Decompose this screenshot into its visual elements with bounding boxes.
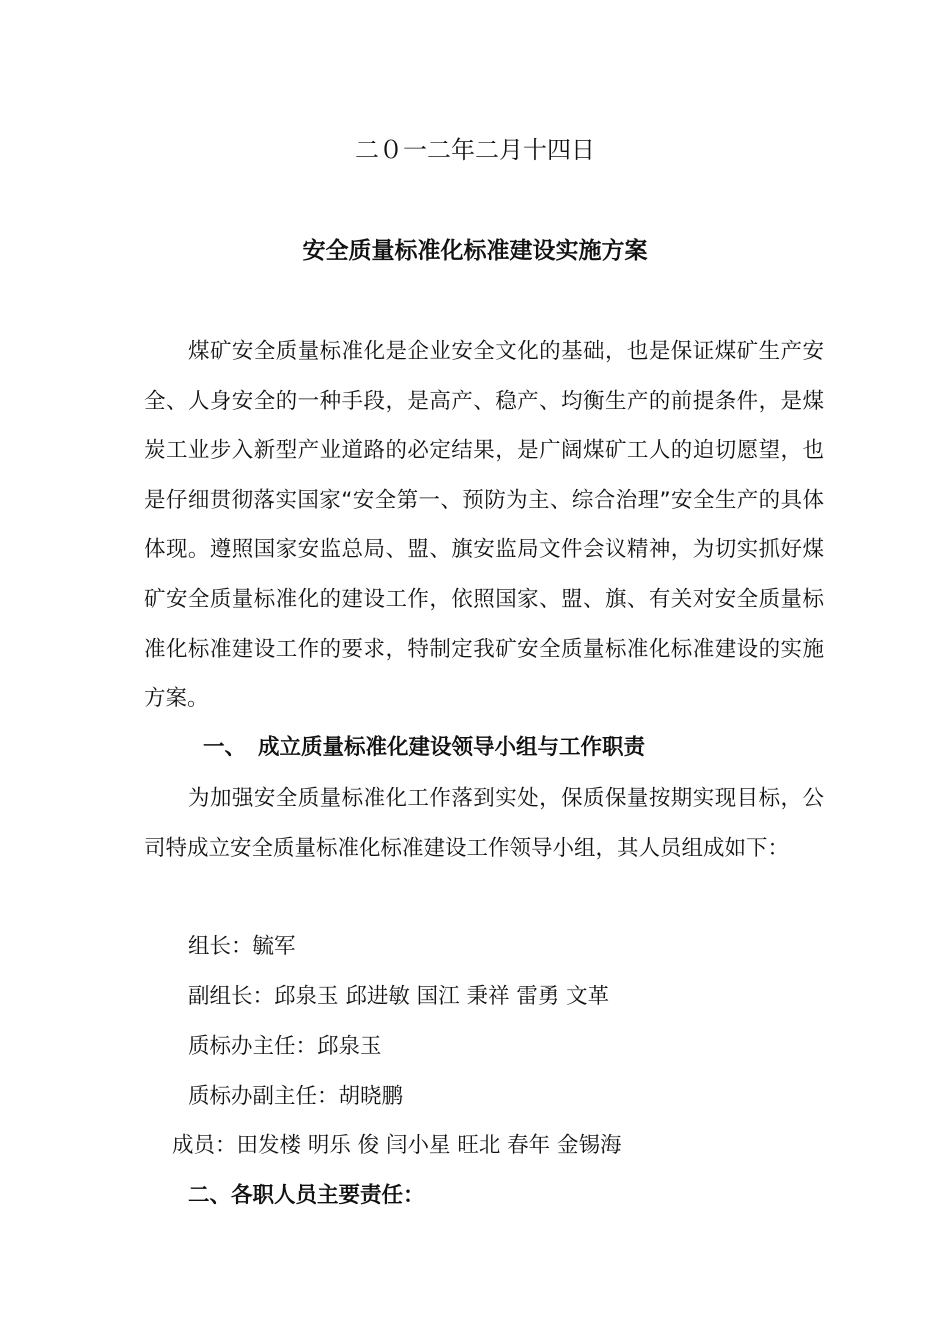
section-2-heading: 二、各职人员主要责任： [188,1183,425,1208]
deputy-leader-line: 副组长：邱泉玉 邱进敏 国江 秉祥 雷勇 文革 [188,984,610,1009]
leader-line: 组长：毓军 [188,934,296,959]
section-1-heading [203,733,645,763]
members-line: 成员：田发楼 明乐 俊 闫小星 旺北 春年 金锡海 [172,1133,622,1158]
section-1-paragraph: 为加强安全质量标准化工作落到实处，保质保量按期实现目标，公司特成立安全质量标准化标准建设工作领导小组，其人员组成如下： [144,786,824,861]
office-director-line: 质标办主任：邱泉玉 [188,1034,382,1059]
document-date: 二０一二年二月十四日 [355,136,595,164]
section-1-number: 一、 [203,735,247,760]
document-title: 安全质量标准化标准建设实施方案 [302,238,648,264]
section-1-heading-text: 成立质量标准化建设领导小组与工作职责 [258,735,646,760]
office-vice-director-line: 质标办副主任：胡晓鹏 [188,1084,404,1109]
intro-paragraph: 煤矿安全质量标准化是企业安全文化的基础，也是保证煤矿生产安全、人身安全的一种手段，是高产、稳产、均衡生产的前提条件，是煤炭工业步入新型产业道路的必定结果，是广阔煤矿工人的迫切愿望，也是仔细贯彻落实国家“安全第一、预防为主、综合治理”安全生产的具体体现。遵照国家安监总局、盟、旗安监局文件会议精神，为切实抓好煤矿安全质量标准化的建设工作，依照国家、盟、旗、有关对安全质量标准化标准建设工作的要求，特制定我矿安全质量标准化标准建设的实施方案。 [144,339,824,712]
